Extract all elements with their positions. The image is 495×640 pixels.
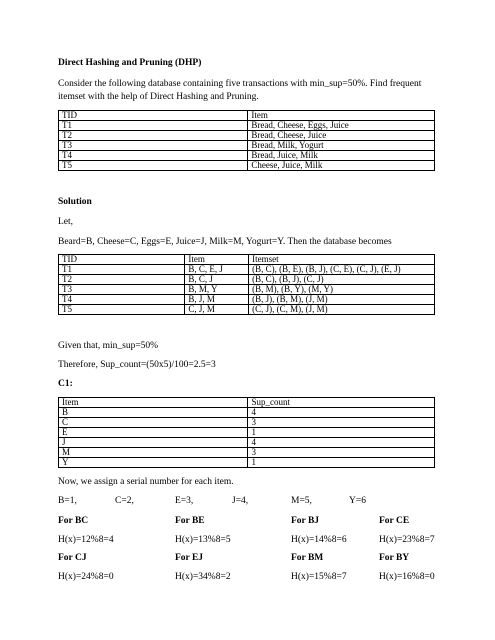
table-header-cell: Item [248, 111, 435, 121]
hash-label: For EJ [175, 553, 204, 563]
table-cell: C, J, M [185, 305, 249, 315]
table-cell: T2 [59, 275, 185, 285]
table-cell: (B, M), (B, Y), (M, Y) [249, 285, 435, 295]
table-row [59, 275, 435, 285]
table-row [59, 418, 435, 428]
serial-m: M=5, [291, 496, 312, 506]
table-row [59, 305, 435, 315]
table-cell: T3 [59, 141, 248, 151]
c1-heading: C1: [58, 379, 73, 389]
table-cell: 1 [248, 458, 435, 468]
table-cell: 4 [248, 438, 435, 448]
serial-y: Y=6 [349, 496, 366, 506]
solution-heading: Solution [58, 197, 92, 207]
table-cell: B, C, E, J [185, 265, 249, 275]
table-header-cell: TID [59, 111, 248, 121]
table-cell: Bread, Cheese, Eggs, Juice [248, 121, 435, 131]
table-row [59, 428, 435, 438]
table-cell: T1 [59, 121, 248, 131]
table-cell: 3 [248, 418, 435, 428]
table-row [59, 131, 435, 141]
table-cell: B, M, Y [185, 285, 249, 295]
table-header-cell: Sup_count [248, 398, 435, 408]
table-cell: B, C, J [185, 275, 249, 285]
table-cell: B [59, 408, 248, 418]
serial-b: B=1, [58, 496, 77, 506]
table-cell: 4 [248, 408, 435, 418]
hash-value: H(x)=14%8=6 [291, 535, 347, 545]
table-cell: T2 [59, 131, 248, 141]
table-cell: (B, C), (B, E), (B, J), (C, E), (C, J), (E, J) [249, 265, 435, 275]
let-text: Let, [58, 217, 74, 227]
serial-c: C=2, [115, 496, 134, 506]
table-row [59, 458, 435, 468]
table-cell: Bread, Milk, Yogurt [248, 141, 435, 151]
table-row [59, 448, 435, 458]
table-cell: Y [59, 458, 248, 468]
hash-label: For BM [291, 553, 324, 563]
therefore-text: Therefore, Sup_count=(50x5)/100=2.5=3 [58, 360, 216, 370]
hash-label: For BC [58, 516, 89, 526]
table-cell: 3 [248, 448, 435, 458]
table-cell: (B, C), (B, J), (C, J) [249, 275, 435, 285]
intro-line-1: Consider the following database containing five transactions with min_sup=50%. Find frequent [58, 79, 422, 89]
hash-value: H(x)=23%8=7 [379, 535, 435, 545]
table-cell: T1 [59, 265, 185, 275]
given-text: Given that, min_sup=50% [58, 341, 159, 351]
table-row [59, 111, 435, 121]
table-cell: C [59, 418, 248, 428]
table-row [59, 161, 435, 171]
table-row [59, 438, 435, 448]
table-row [59, 121, 435, 131]
hash-value: H(x)=15%8=7 [291, 572, 347, 582]
table-cell: (B, J), (B, M), (J, M) [249, 295, 435, 305]
table-row [59, 295, 435, 305]
table-header-cell: Item [185, 255, 249, 265]
serial-e: E=3, [175, 496, 194, 506]
hash-label: For BJ [291, 516, 320, 526]
table-header-cell: Item [59, 398, 248, 408]
table-cell: T4 [59, 295, 185, 305]
table-cell: J [59, 438, 248, 448]
c1-table [58, 397, 435, 468]
table-row [59, 285, 435, 295]
table-cell: Bread, Juice, Milk [248, 151, 435, 161]
hash-value: H(x)=13%8=5 [175, 535, 231, 545]
hash-value: H(x)=24%8=0 [58, 572, 114, 582]
page-title: Direct Hashing and Pruning (DHP) [58, 58, 202, 68]
table-cell: T5 [59, 161, 248, 171]
hash-value: H(x)=12%8=4 [58, 535, 114, 545]
table-cell: T3 [59, 285, 185, 295]
table-cell: T5 [59, 305, 185, 315]
table-row [59, 141, 435, 151]
hash-value: H(x)=34%8=2 [175, 572, 231, 582]
table-cell: M [59, 448, 248, 458]
table-cell: Bread, Cheese, Juice [248, 131, 435, 141]
table-cell: (C, J), (C, M), (J, M) [249, 305, 435, 315]
hash-label: For CE [379, 516, 410, 526]
itemset-table [58, 254, 435, 315]
table-cell: E [59, 428, 248, 438]
hash-label: For BY [379, 553, 410, 563]
table-cell: 1 [248, 428, 435, 438]
table-row [59, 398, 435, 408]
intro-line-2: itemset with the help of Direct Hashing and Pruning. [58, 92, 259, 102]
hash-label: For BE [175, 516, 205, 526]
hash-value: H(x)=16%8=0 [379, 572, 435, 582]
table-row [59, 265, 435, 275]
table-header-cell: TID [59, 255, 185, 265]
table-row [59, 408, 435, 418]
serial-j: J=4, [232, 496, 249, 506]
transactions-table [58, 110, 435, 171]
serial-text: Now, we assign a serial number for each item. [58, 477, 234, 487]
table-header-cell: Itemset [249, 255, 435, 265]
table-cell: B, J, M [185, 295, 249, 305]
table-row [59, 151, 435, 161]
table-row [59, 255, 435, 265]
mapping-text: Beard=B, Cheese=C, Eggs=E, Juice=J, Milk=M, Yogurt=Y. Then the database becomes [58, 237, 392, 247]
hash-label: For CJ [58, 553, 87, 563]
table-cell: Cheese, Juice, Milk [248, 161, 435, 171]
table-cell: T4 [59, 151, 248, 161]
